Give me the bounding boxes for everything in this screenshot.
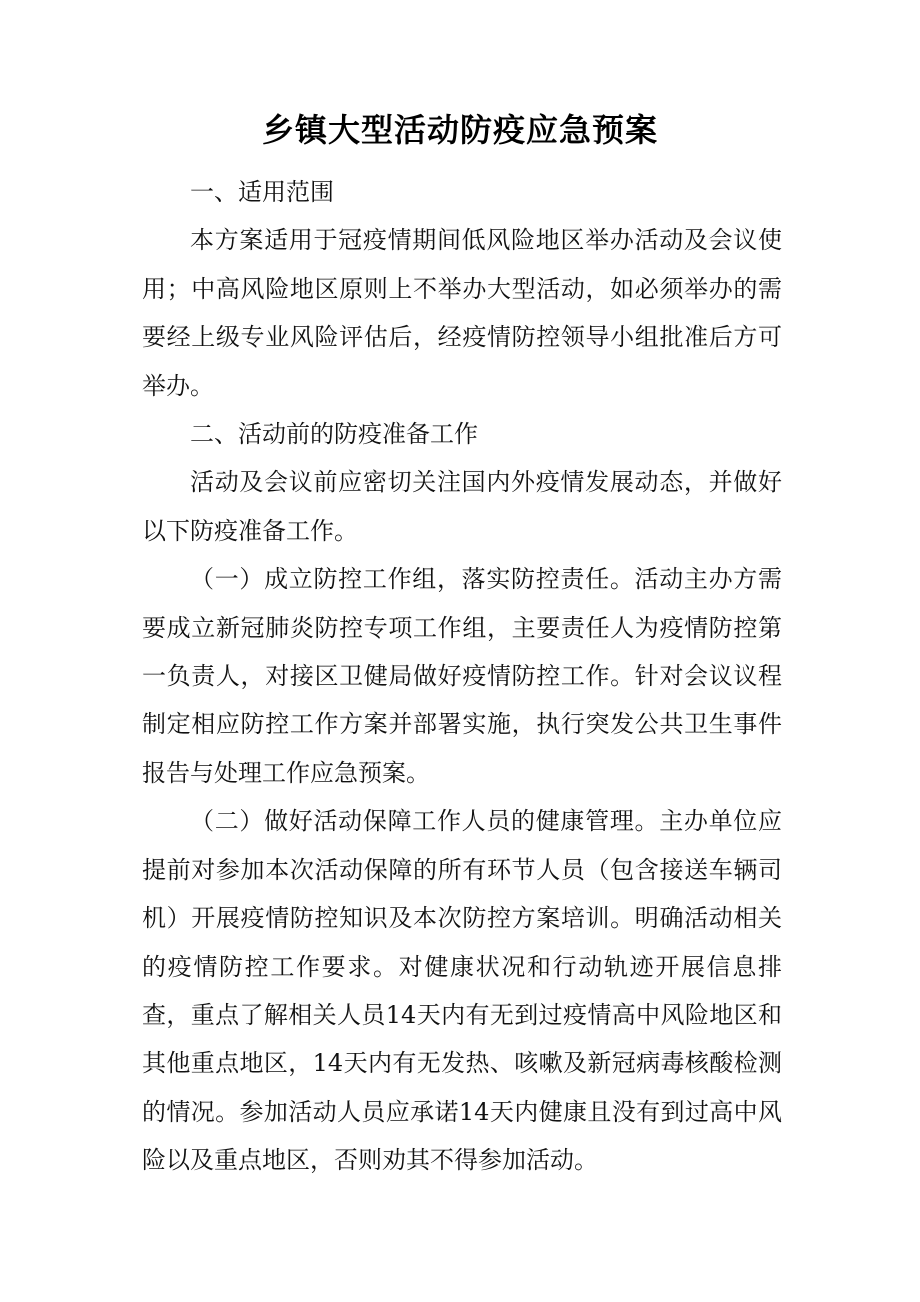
document-title: 乡镇大型活动防疫应急预案	[261, 111, 658, 149]
paragraph-scope: 本方案适用于冠疫情期间低风险地区举办活动及会议使用；中高风险地区原则上不举办大型活动，如必须举办的需要经上级专业风险评估后，经疫情防控领导小组批准后方可举办。	[142, 226, 782, 400]
paragraph-health-management: （二）做好活动保障工作人员的健康管理。主办单位应提前对参加本次活动保障的所有环节人员（包含接送车辆司机）开展疫情防控知识及本次防控方案培训。明确活动相关的疫情防控工作要求。对健康状况和行动轨迹开展信息排查，重点了解相关人员14天内有无到过疫情高中风险地区和其他重点地区，14天内有无发热、咳嗽及新冠病毒核酸检测的情况。参加活动人员应承诺14天内健康且没有到过高中风险以及重点地区，否则劝其不得参加活动。	[142, 807, 782, 1175]
document-body	[142, 168, 782, 1185]
paragraph-preparation-intro: 活动及会议前应密切关注国内外疫情发展动态，并做好以下防疫准备工作。	[142, 468, 782, 545]
paragraph-working-group: （一）成立防控工作组，落实防控责任。活动主办方需要成立新冠肺炎防控专项工作组，主要责任人为疫情防控第一负责人，对接区卫健局做好疫情防控工作。针对会议议程制定相应防控工作方案并部署实施，执行突发公共卫生事件报告与处理工作应急预案。	[142, 565, 782, 787]
section-heading-scope: 一、适用范围	[190, 178, 334, 206]
section-heading-preparation: 二、活动前的防疫准备工作	[190, 420, 478, 449]
